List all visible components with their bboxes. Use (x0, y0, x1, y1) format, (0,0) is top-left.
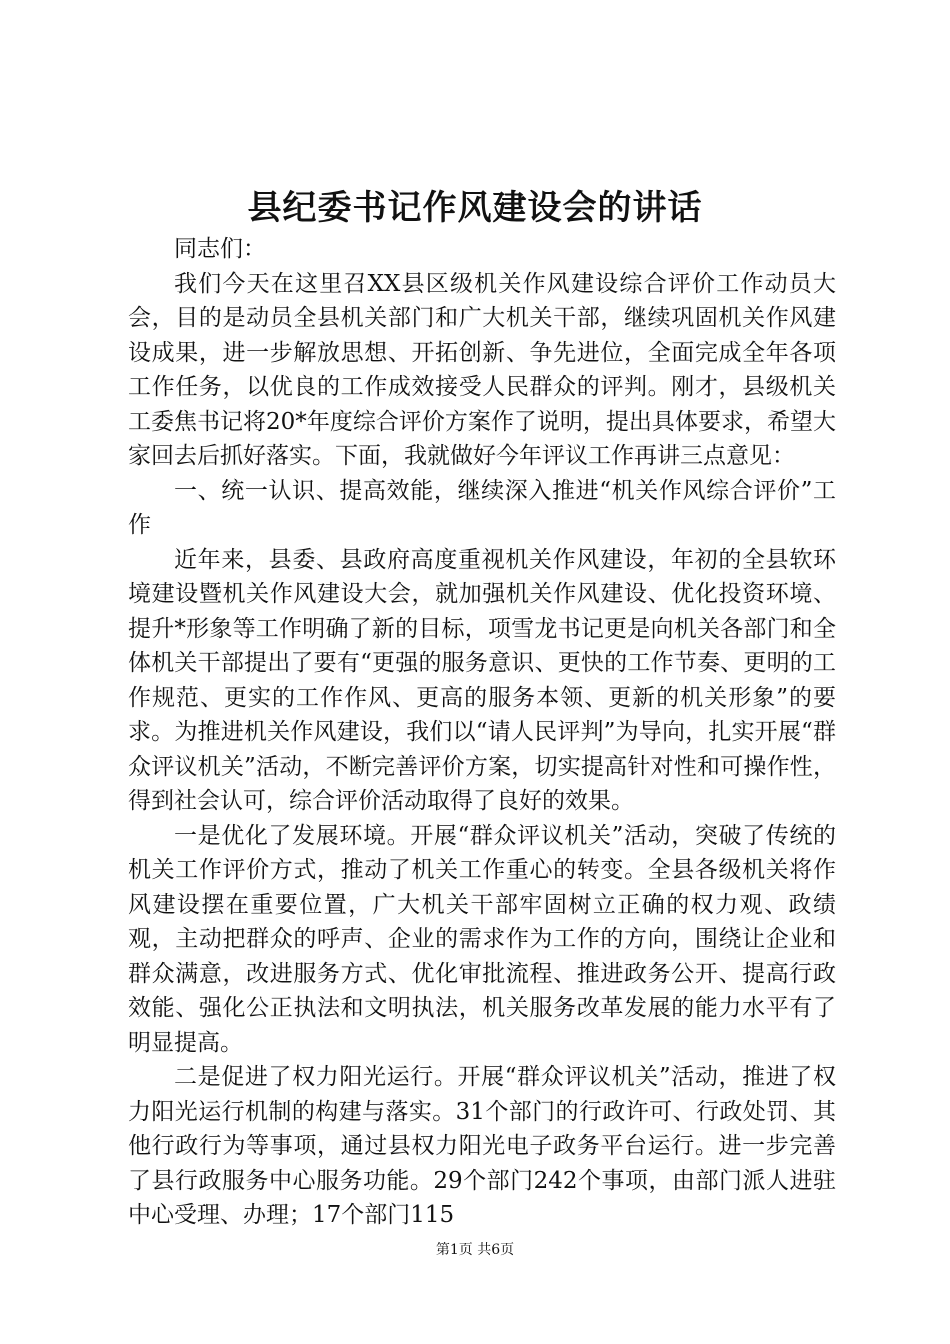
document-body (128, 232, 836, 1233)
paragraph-intro: 我们今天在这里召XX县区级机关作风建设综合评价工作动员大会，目的是动员全县机关部门和广大机关干部，继续巩固机关作风建设成果，进一步解放思想、开拓创新、争先进位，全面完成全年各项工作任务，以优良的工作成效接受人民群众的评判。刚才，县级机关工委焦书记将20*年度综合评价方案作了说明，提出具体要求，希望大家回去后抓好落实。下面，我就做好今年评议工作再讲三点意见： (128, 270, 836, 469)
paragraph-salutation: 同志们： (174, 236, 266, 262)
paragraph-point-two: 二是促进了权力阳光运行。开展“群众评议机关”活动，推进了权力阳光运行机制的构建与落实。31个部门的行政许可、行政处罚、其他行政行为等事项，通过县权力阳光电子政务平台运行。进一步完善了县行政服务中心服务功能。29个部门242个事项，由部门派人进驻中心受理、办理；17个部门115 (128, 1064, 836, 1228)
paragraph-background: 近年来，县委、县政府高度重视机关作风建设，年初的全县软环境建设暨机关作风建设大会，就加强机关作风建设、优化投资环境、提升*形象等工作明确了新的目标，项雪龙书记更是向机关各部门和全体机关干部提出了要有“更强的服务意识、更快的工作节奏、更明的工作规范、更实的工作作风、更高的服务本领、更新的机关形象”的要求。为推进机关作风建设，我们以“请人民评判”为导向，扎实开展“群众评议机关”活动，不断完善评价方案，切实提高针对性和可操作性，得到社会认可，综合评价活动取得了良好的效果。 (128, 546, 836, 814)
page-number-footer: 第1页 共6页 (435, 1242, 515, 1258)
paragraph-point-one: 一是优化了发展环境。开展“群众评议机关”活动，突破了传统的机关工作评价方式，推动了机关工作重心的转变。全县各级机关将作风建设摆在重要位置，广大机关干部牢固树立正确的权力观、政绩观，主动把群众的呼声、企业的需求作为工作的方向，围绕让企业和群众满意，改进服务方式、优化审批流程、推进政务公开、提高行政效能、强化公正执法和文明执法，机关服务改革发展的能力水平有了明显提高。 (128, 822, 836, 1056)
document-title: 县纪委书记作风建设会的讲话 (247, 188, 703, 228)
paragraph-heading-one: 一、统一认识、提高效能，继续深入推进“机关作风综合评价”工作 (128, 477, 836, 538)
